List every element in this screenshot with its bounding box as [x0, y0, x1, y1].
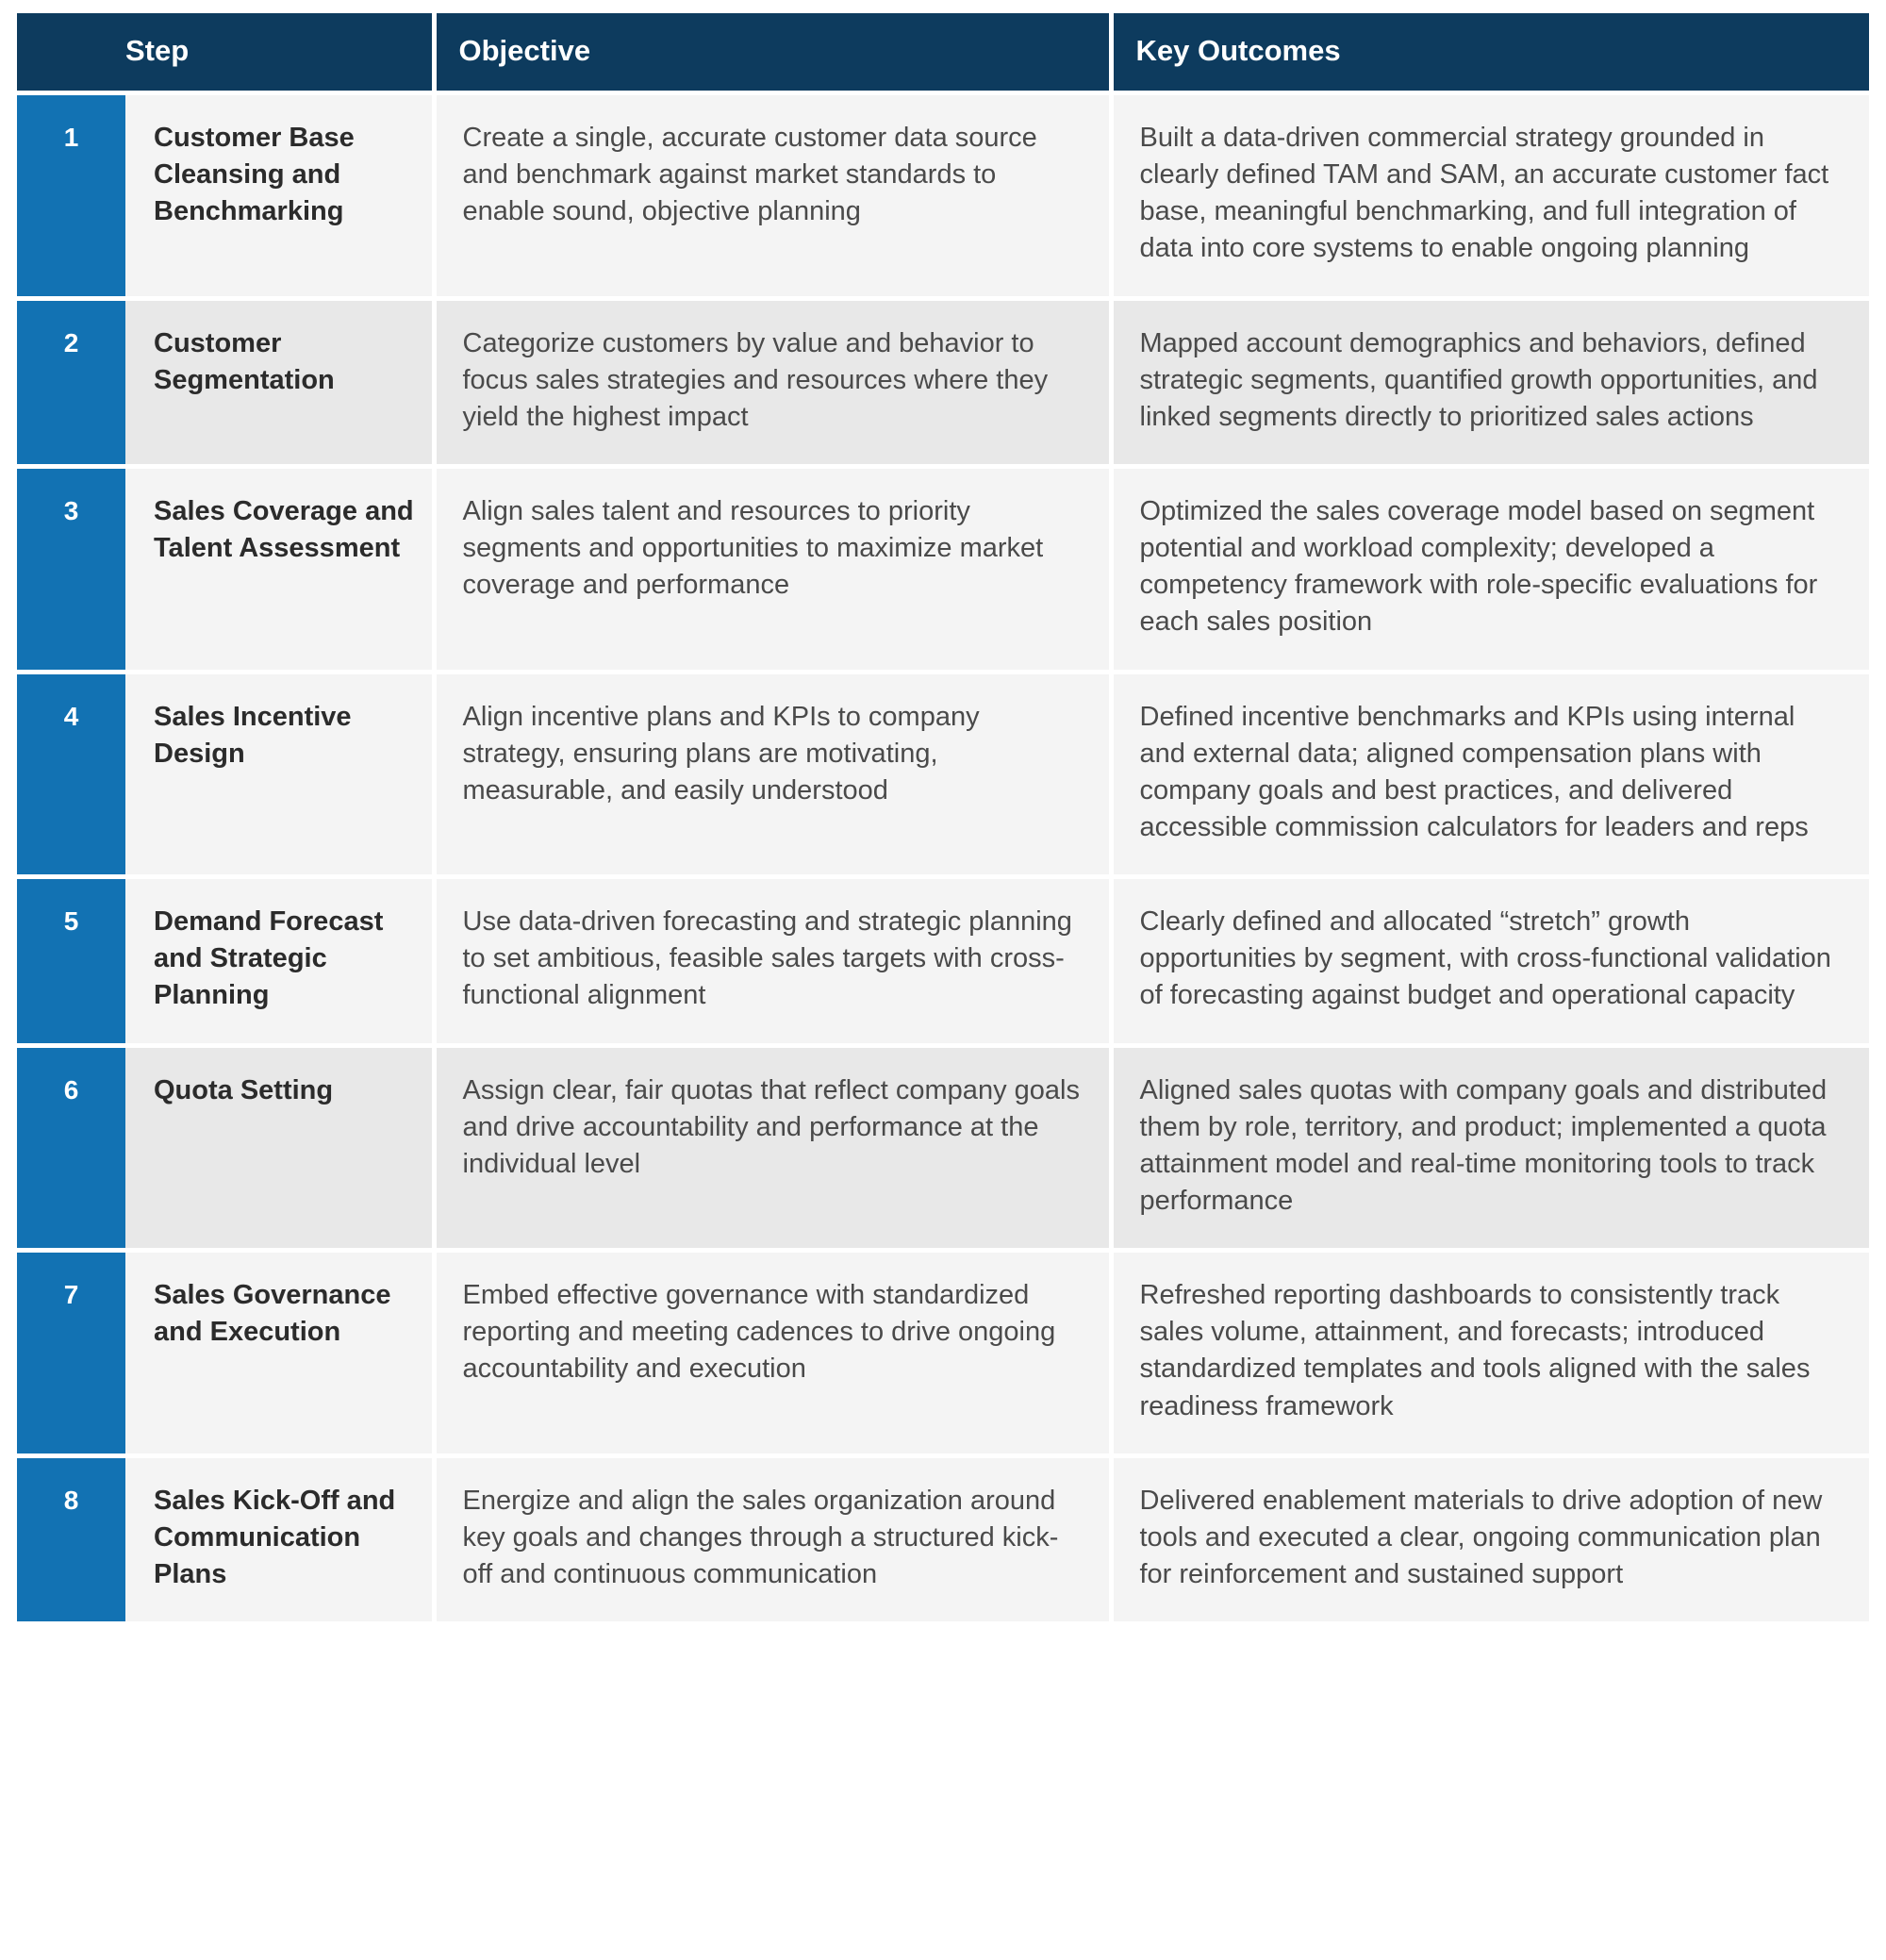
step-key-outcomes: Clearly defined and allocated “stretch” growth opportunities by segment, with cross-functional validation of forecasting against budget and operational capacity — [1111, 877, 1869, 1045]
step-name: Customer Segmentation — [125, 298, 434, 466]
step-name: Demand Forecast and Strategic Planning — [125, 877, 434, 1045]
step-number: 7 — [17, 1251, 125, 1456]
step-key-outcomes: Mapped account demographics and behaviors, defined strategic segments, quantified growth opportunities, and linked segments directly to prioritized sales actions — [1111, 298, 1869, 466]
step-objective: Embed effective governance with standardized reporting and meeting cadences to drive ongoing accountability and execution — [434, 1251, 1111, 1456]
step-objective: Align incentive plans and KPIs to company strategy, ensuring plans are motivating, measurable, and easily understood — [434, 672, 1111, 877]
step-name: Customer Base Cleansing and Benchmarking — [125, 93, 434, 299]
step-key-outcomes: Refreshed reporting dashboards to consistently track sales volume, attainment, and forecasts; introduced standardized templates and tools aligned with the sales readiness framework — [1111, 1251, 1869, 1456]
sales-process-table — [17, 13, 1869, 1626]
step-number: 2 — [17, 298, 125, 466]
step-objective: Categorize customers by value and behavior to focus sales strategies and resources where they yield the highest impact — [434, 298, 1111, 466]
step-name: Sales Kick-Off and Communication Plans — [125, 1455, 434, 1623]
step-objective: Energize and align the sales organization around key goals and changes through a structured kick-off and continuous communication — [434, 1455, 1111, 1623]
step-name: Sales Coverage and Talent Assessment — [125, 466, 434, 672]
step-objective: Align sales talent and resources to priority segments and opportunities to maximize market coverage and performance — [434, 466, 1111, 672]
table-header — [17, 13, 1869, 93]
step-number: 1 — [17, 93, 125, 299]
step-number: 4 — [17, 672, 125, 877]
step-number: 3 — [17, 466, 125, 672]
table-row — [17, 1045, 1869, 1251]
step-key-outcomes: Defined incentive benchmarks and KPIs using internal and external data; aligned compensation plans with company goals and best practices, and delivered accessible commission calculators for leaders and reps — [1111, 672, 1869, 877]
table-body — [17, 93, 1869, 1624]
column-header-objective: Objective — [434, 13, 1111, 93]
step-name: Sales Governance and Execution — [125, 1251, 434, 1456]
step-key-outcomes: Built a data-driven commercial strategy grounded in clearly defined TAM and SAM, an accurate customer fact base, meaningful benchmarking, and full integration of data into core systems to enable ongoing planning — [1111, 93, 1869, 299]
column-header-step-number — [17, 13, 125, 93]
step-name: Sales Incentive Design — [125, 672, 434, 877]
table-row — [17, 466, 1869, 672]
step-key-outcomes: Aligned sales quotas with company goals and distributed them by role, territory, and product; implemented a quota attainment model and real-time monitoring tools to track performance — [1111, 1045, 1869, 1251]
table-row — [17, 672, 1869, 877]
step-name: Quota Setting — [125, 1045, 434, 1251]
table-row — [17, 298, 1869, 466]
table-row — [17, 1251, 1869, 1456]
step-number: 5 — [17, 877, 125, 1045]
column-header-key-outcomes: Key Outcomes — [1111, 13, 1869, 93]
table-row — [17, 877, 1869, 1045]
step-key-outcomes: Delivered enablement materials to drive adoption of new tools and executed a clear, ongoing communication plan for reinforcement and sustained support — [1111, 1455, 1869, 1623]
step-number: 6 — [17, 1045, 125, 1251]
column-header-step: Step — [125, 13, 434, 93]
step-key-outcomes: Optimized the sales coverage model based on segment potential and workload complexity; developed a competency framework with role-specific evaluations for each sales position — [1111, 466, 1869, 672]
step-objective: Create a single, accurate customer data source and benchmark against market standards to enable sound, objective planning — [434, 93, 1111, 299]
step-number: 8 — [17, 1455, 125, 1623]
table-row — [17, 93, 1869, 299]
table-header-row — [17, 13, 1869, 93]
step-objective: Assign clear, fair quotas that reflect company goals and drive accountability and performance at the individual level — [434, 1045, 1111, 1251]
step-objective: Use data-driven forecasting and strategic planning to set ambitious, feasible sales targets with cross-functional alignment — [434, 877, 1111, 1045]
table-row — [17, 1455, 1869, 1623]
